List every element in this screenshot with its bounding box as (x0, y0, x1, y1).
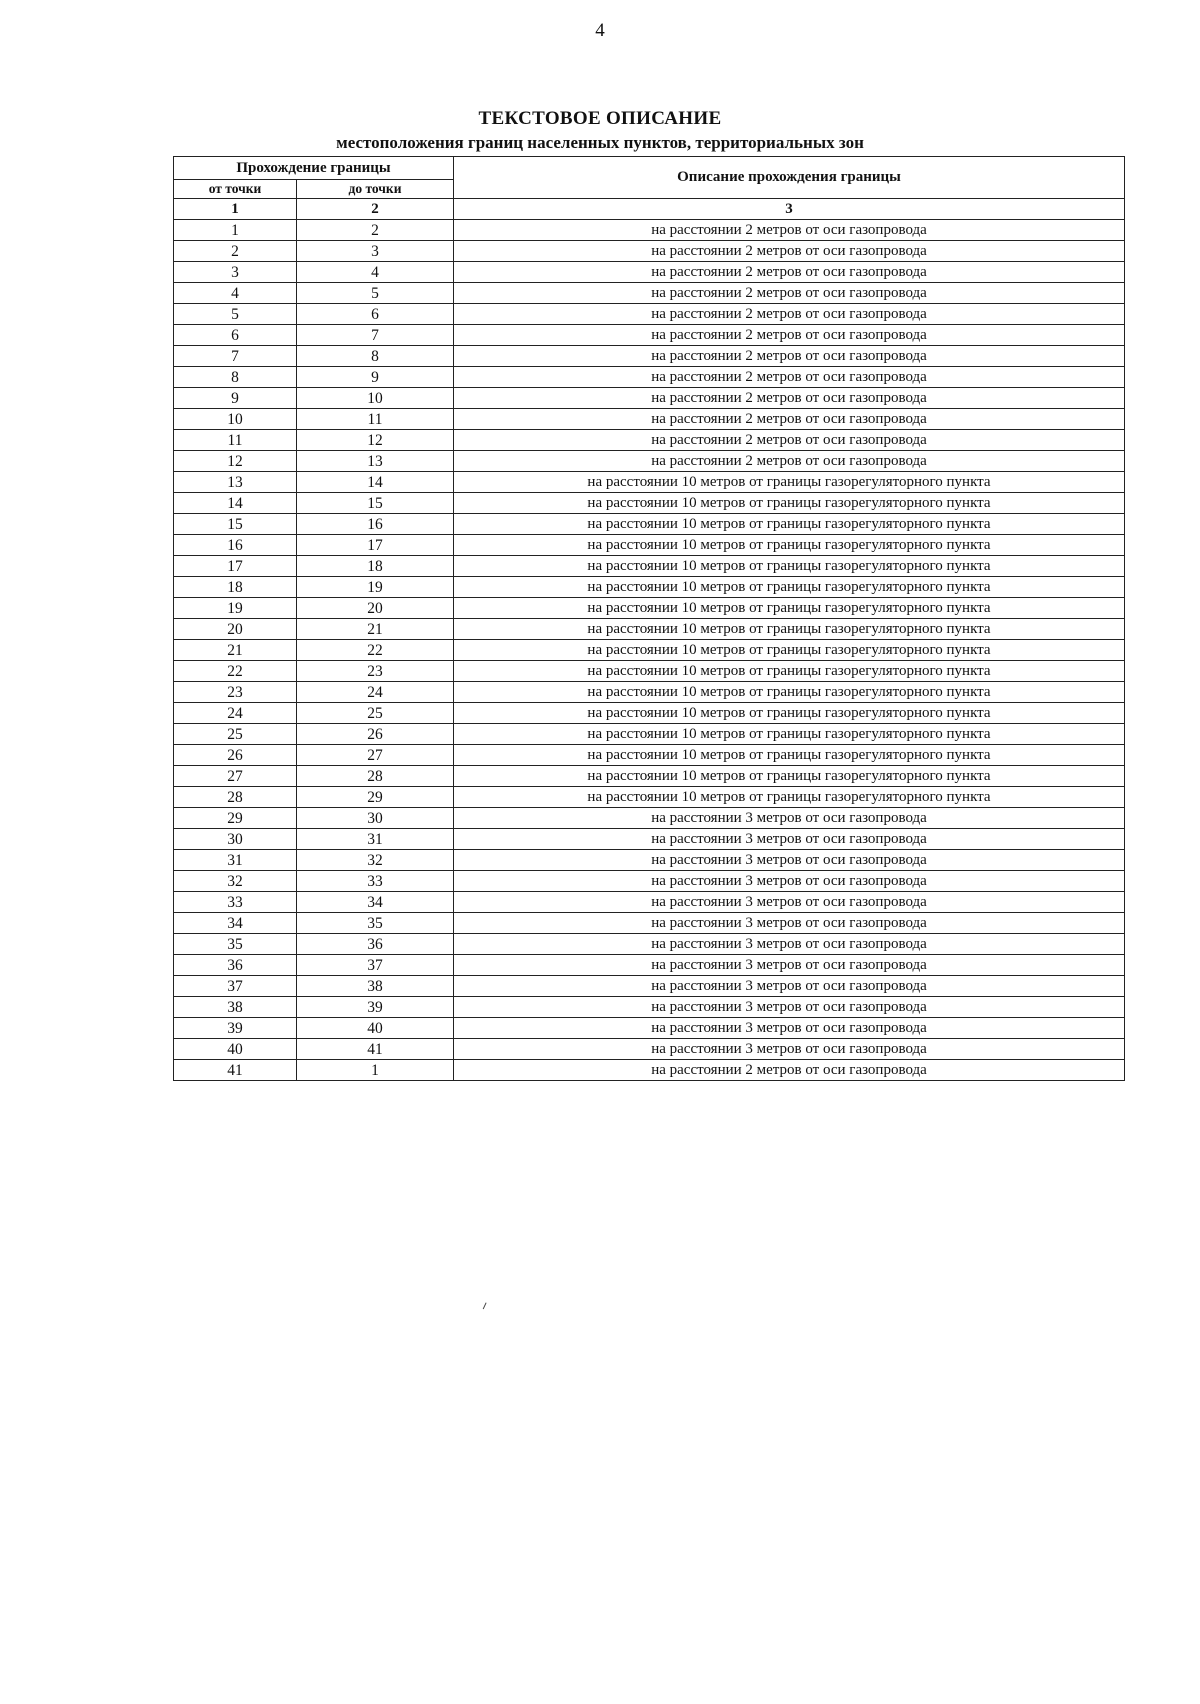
cell-description: на расстоянии 2 метров от оси газопровода (454, 325, 1125, 346)
cell-from-point: 34 (174, 913, 297, 934)
cell-from-point: 38 (174, 997, 297, 1018)
cell-from-point: 1 (174, 220, 297, 241)
cell-description: на расстоянии 10 метров от границы газорегуляторного пункта (454, 598, 1125, 619)
cell-description: на расстоянии 2 метров от оси газопровода (454, 1060, 1125, 1081)
cell-to-point: 31 (297, 829, 454, 850)
cell-description: на расстоянии 2 метров от оси газопровода (454, 451, 1125, 472)
cell-description: на расстоянии 10 метров от границы газорегуляторного пункта (454, 682, 1125, 703)
cell-description: на расстоянии 2 метров от оси газопровода (454, 430, 1125, 451)
table-row (174, 577, 1125, 598)
table-row (174, 787, 1125, 808)
cell-to-point: 32 (297, 850, 454, 871)
cell-from-point: 12 (174, 451, 297, 472)
table-row (174, 325, 1125, 346)
cell-to-point: 28 (297, 766, 454, 787)
cell-to-point: 6 (297, 304, 454, 325)
cell-description: на расстоянии 3 метров от оси газопровода (454, 829, 1125, 850)
cell-from-point: 2 (174, 241, 297, 262)
cell-from-point: 8 (174, 367, 297, 388)
cell-description: на расстоянии 2 метров от оси газопровода (454, 409, 1125, 430)
cell-description: на расстоянии 10 метров от границы газорегуляторного пункта (454, 619, 1125, 640)
table-row (174, 1039, 1125, 1060)
cell-to-point: 35 (297, 913, 454, 934)
column-number: 3 (454, 199, 1125, 220)
table-row (174, 829, 1125, 850)
cell-to-point: 3 (297, 241, 454, 262)
header-to-point: до точки (297, 180, 454, 199)
cell-from-point: 35 (174, 934, 297, 955)
cell-from-point: 32 (174, 871, 297, 892)
cell-description: на расстоянии 10 метров от границы газорегуляторного пункта (454, 472, 1125, 493)
table-row (174, 262, 1125, 283)
cell-description: на расстоянии 3 метров от оси газопровода (454, 934, 1125, 955)
header-from-point: от точки (174, 180, 297, 199)
cell-description: на расстоянии 10 метров от границы газорегуляторного пункта (454, 724, 1125, 745)
table-row (174, 598, 1125, 619)
cell-to-point: 37 (297, 955, 454, 976)
column-number: 2 (297, 199, 454, 220)
cell-description: на расстоянии 10 метров от границы газорегуляторного пункта (454, 514, 1125, 535)
table-row (174, 430, 1125, 451)
cell-to-point: 15 (297, 493, 454, 514)
document-title: ТЕКСТОВОЕ ОПИСАНИЕ (478, 108, 722, 129)
table-row (174, 409, 1125, 430)
table-row (174, 682, 1125, 703)
cell-to-point: 22 (297, 640, 454, 661)
cell-from-point: 15 (174, 514, 297, 535)
table-row (174, 556, 1125, 577)
table-row (174, 766, 1125, 787)
table-row (174, 220, 1125, 241)
table-row (174, 388, 1125, 409)
cell-from-point: 31 (174, 850, 297, 871)
cell-from-point: 3 (174, 262, 297, 283)
cell-to-point: 26 (297, 724, 454, 745)
cell-description: на расстоянии 3 метров от оси газопровода (454, 976, 1125, 997)
cell-description: на расстоянии 3 метров от оси газопровода (454, 1018, 1125, 1039)
table-row (174, 913, 1125, 934)
column-number: 1 (174, 199, 297, 220)
cell-from-point: 22 (174, 661, 297, 682)
table-row (174, 871, 1125, 892)
cell-description: на расстоянии 10 метров от границы газорегуляторного пункта (454, 535, 1125, 556)
table-row (174, 367, 1125, 388)
cell-from-point: 18 (174, 577, 297, 598)
cell-from-point: 17 (174, 556, 297, 577)
cell-from-point: 36 (174, 955, 297, 976)
cell-from-point: 37 (174, 976, 297, 997)
cell-from-point: 20 (174, 619, 297, 640)
cell-description: на расстоянии 2 метров от оси газопровода (454, 262, 1125, 283)
cell-to-point: 41 (297, 1039, 454, 1060)
cell-to-point: 9 (297, 367, 454, 388)
cell-from-point: 27 (174, 766, 297, 787)
cell-from-point: 28 (174, 787, 297, 808)
cell-description: на расстоянии 3 метров от оси газопровода (454, 850, 1125, 871)
cell-from-point: 29 (174, 808, 297, 829)
cell-from-point: 41 (174, 1060, 297, 1081)
cell-from-point: 7 (174, 346, 297, 367)
table-row (174, 976, 1125, 997)
cell-from-point: 9 (174, 388, 297, 409)
table-row (174, 640, 1125, 661)
cell-from-point: 39 (174, 1018, 297, 1039)
cell-to-point: 4 (297, 262, 454, 283)
cell-to-point: 10 (297, 388, 454, 409)
header-description: Описание прохождения границы (454, 157, 1125, 199)
cell-from-point: 11 (174, 430, 297, 451)
cell-description: на расстоянии 3 метров от оси газопровода (454, 871, 1125, 892)
cell-to-point: 8 (297, 346, 454, 367)
cell-description: на расстоянии 10 метров от границы газорегуляторного пункта (454, 787, 1125, 808)
cell-description: на расстоянии 10 метров от границы газорегуляторного пункта (454, 493, 1125, 514)
cell-to-point: 17 (297, 535, 454, 556)
cell-to-point: 25 (297, 703, 454, 724)
cell-from-point: 10 (174, 409, 297, 430)
cell-from-point: 40 (174, 1039, 297, 1060)
boundary-description-table (173, 156, 1125, 1081)
cell-to-point: 39 (297, 997, 454, 1018)
table-row (174, 934, 1125, 955)
cell-from-point: 13 (174, 472, 297, 493)
cell-description: на расстоянии 10 метров от границы газорегуляторного пункта (454, 661, 1125, 682)
table-row (174, 892, 1125, 913)
cell-description: на расстоянии 2 метров от оси газопровода (454, 388, 1125, 409)
cell-description: на расстоянии 3 метров от оси газопровода (454, 913, 1125, 934)
table-row (174, 955, 1125, 976)
table-row (174, 1018, 1125, 1039)
cell-to-point: 12 (297, 430, 454, 451)
cell-from-point: 4 (174, 283, 297, 304)
cell-description: на расстоянии 3 метров от оси газопровода (454, 997, 1125, 1018)
scan-mark (483, 1302, 490, 1310)
cell-description: на расстоянии 3 метров от оси газопровода (454, 808, 1125, 829)
cell-description: на расстоянии 2 метров от оси газопровода (454, 304, 1125, 325)
table-row (174, 850, 1125, 871)
cell-to-point: 7 (297, 325, 454, 346)
cell-from-point: 21 (174, 640, 297, 661)
header-boundary-passage: Прохождение границы (174, 157, 454, 180)
table-row (174, 703, 1125, 724)
cell-from-point: 14 (174, 493, 297, 514)
table-row (174, 724, 1125, 745)
cell-from-point: 5 (174, 304, 297, 325)
table-row (174, 997, 1125, 1018)
cell-to-point: 38 (297, 976, 454, 997)
cell-to-point: 13 (297, 451, 454, 472)
cell-description: на расстоянии 2 метров от оси газопровода (454, 220, 1125, 241)
cell-to-point: 18 (297, 556, 454, 577)
table-row (174, 514, 1125, 535)
cell-description: на расстоянии 2 метров от оси газопровода (454, 367, 1125, 388)
cell-to-point: 23 (297, 661, 454, 682)
cell-from-point: 16 (174, 535, 297, 556)
cell-description: на расстоянии 3 метров от оси газопровода (454, 1039, 1125, 1060)
cell-to-point: 1 (297, 1060, 454, 1081)
table-row (174, 493, 1125, 514)
cell-description: на расстоянии 2 метров от оси газопровода (454, 241, 1125, 262)
cell-description: на расстоянии 10 метров от границы газорегуляторного пункта (454, 703, 1125, 724)
cell-to-point: 19 (297, 577, 454, 598)
table-row (174, 808, 1125, 829)
cell-to-point: 29 (297, 787, 454, 808)
cell-to-point: 36 (297, 934, 454, 955)
cell-to-point: 14 (297, 472, 454, 493)
table-row (174, 346, 1125, 367)
table-row (174, 745, 1125, 766)
cell-from-point: 19 (174, 598, 297, 619)
cell-description: на расстоянии 10 метров от границы газорегуляторного пункта (454, 745, 1125, 766)
cell-from-point: 25 (174, 724, 297, 745)
table-row (174, 283, 1125, 304)
cell-description: на расстоянии 3 метров от оси газопровода (454, 955, 1125, 976)
cell-from-point: 30 (174, 829, 297, 850)
table-body (174, 220, 1125, 1081)
document-subtitle: местоположения границ населенных пунктов, территориальных зон (336, 133, 864, 152)
cell-from-point: 6 (174, 325, 297, 346)
cell-to-point: 34 (297, 892, 454, 913)
table-row (174, 451, 1125, 472)
cell-to-point: 16 (297, 514, 454, 535)
cell-from-point: 24 (174, 703, 297, 724)
cell-to-point: 33 (297, 871, 454, 892)
table-row (174, 241, 1125, 262)
page-number: 4 (595, 20, 605, 41)
cell-from-point: 23 (174, 682, 297, 703)
cell-description: на расстоянии 2 метров от оси газопровода (454, 283, 1125, 304)
table-row (174, 661, 1125, 682)
table-row (174, 1060, 1125, 1081)
cell-description: на расстоянии 10 метров от границы газорегуляторного пункта (454, 556, 1125, 577)
table-row (174, 535, 1125, 556)
cell-to-point: 24 (297, 682, 454, 703)
cell-description: на расстоянии 10 метров от границы газорегуляторного пункта (454, 640, 1125, 661)
cell-to-point: 27 (297, 745, 454, 766)
cell-to-point: 2 (297, 220, 454, 241)
table-row (174, 619, 1125, 640)
cell-to-point: 11 (297, 409, 454, 430)
cell-description: на расстоянии 3 метров от оси газопровода (454, 892, 1125, 913)
cell-to-point: 21 (297, 619, 454, 640)
cell-description: на расстоянии 10 метров от границы газорегуляторного пункта (454, 766, 1125, 787)
cell-to-point: 5 (297, 283, 454, 304)
cell-from-point: 33 (174, 892, 297, 913)
cell-to-point: 20 (297, 598, 454, 619)
cell-description: на расстоянии 10 метров от границы газорегуляторного пункта (454, 577, 1125, 598)
cell-to-point: 40 (297, 1018, 454, 1039)
cell-from-point: 26 (174, 745, 297, 766)
table-row (174, 472, 1125, 493)
cell-to-point: 30 (297, 808, 454, 829)
cell-description: на расстоянии 2 метров от оси газопровода (454, 346, 1125, 367)
table-row (174, 304, 1125, 325)
